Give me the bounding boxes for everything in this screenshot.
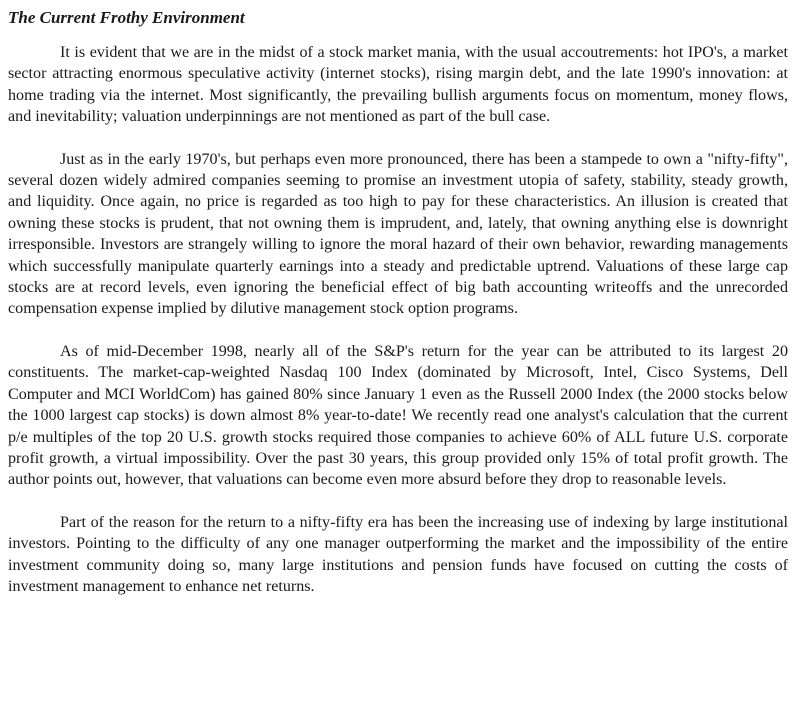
paragraph-3: As of mid-December 1998, nearly all of the S&P's return for the year can be attributed to its largest 20 constituents. The market-cap-weighted Nasdaq 100 Index (dominated by Microsoft, Intel, Cisco Systems, Dell Computer and MCI WorldCom) has gained 80% since January 1 even as the Russell 2000 Index (the 2000 stocks below the 1000 largest cap stocks) is down almost 8% year-to-date! We recently read one analyst's calculation that the current p/e multiples of the top 20 U.S. growth stocks required those companies to achieve 60% of ALL future U.S. corporate profit growth, a virtual impossibility. Over the past 30 years, this group provided only 15% of total profit growth. The author points out, however, that valuations can become even more absurd before they drop to reasonable levels.	[8, 342, 788, 489]
paragraph-4: Part of the reason for the return to a nifty-fifty era has been the increasing use of indexing by large institutional investors. Pointing to the difficulty of any one manager outperforming the market and the impossibility of the entire investment community doing so, many large institutions and pension funds have focused on cutting the costs of investment management to enhance net returns.	[8, 513, 788, 595]
paragraph-2: Just as in the early 1970's, but perhaps even more pronounced, there has been a stampede to own a "nifty-fifty", several dozen widely admired companies seeming to promise an investment utopia of safety, stability, steady growth, and liquidity. Once again, no price is regarded as too high to pay for these characteristics. An illusion is created that owning these stocks is prudent, that not owning them is imprudent, and, lately, that owning anything else is downright irresponsible. Investors are strangely willing to ignore the moral hazard of their own behavior, rewarding managements which successfully manipulate quarterly earnings into a steady and predictable uptrend. Valuations of these large cap stocks are at record levels, even ignoring the beneficial effect of big bath accounting writeoffs and the unrecorded compensation expense implied by dilutive management stock option programs.	[8, 150, 788, 318]
document-page	[8, 0, 788, 597]
section-title: The Current Frothy Environment	[8, 8, 245, 27]
paragraph-1: It is evident that we are in the midst of a stock market mania, with the usual accoutrements: hot IPO's, a market sector attracting enormous speculative activity (internet stocks), rising margin debt, and the late 1990's innovation: at home trading via the internet. Most significantly, the prevailing bullish arguments focus on momentum, money flows, and inevitability; valuation underpinnings are not mentioned as part of the bull case.	[8, 44, 788, 126]
